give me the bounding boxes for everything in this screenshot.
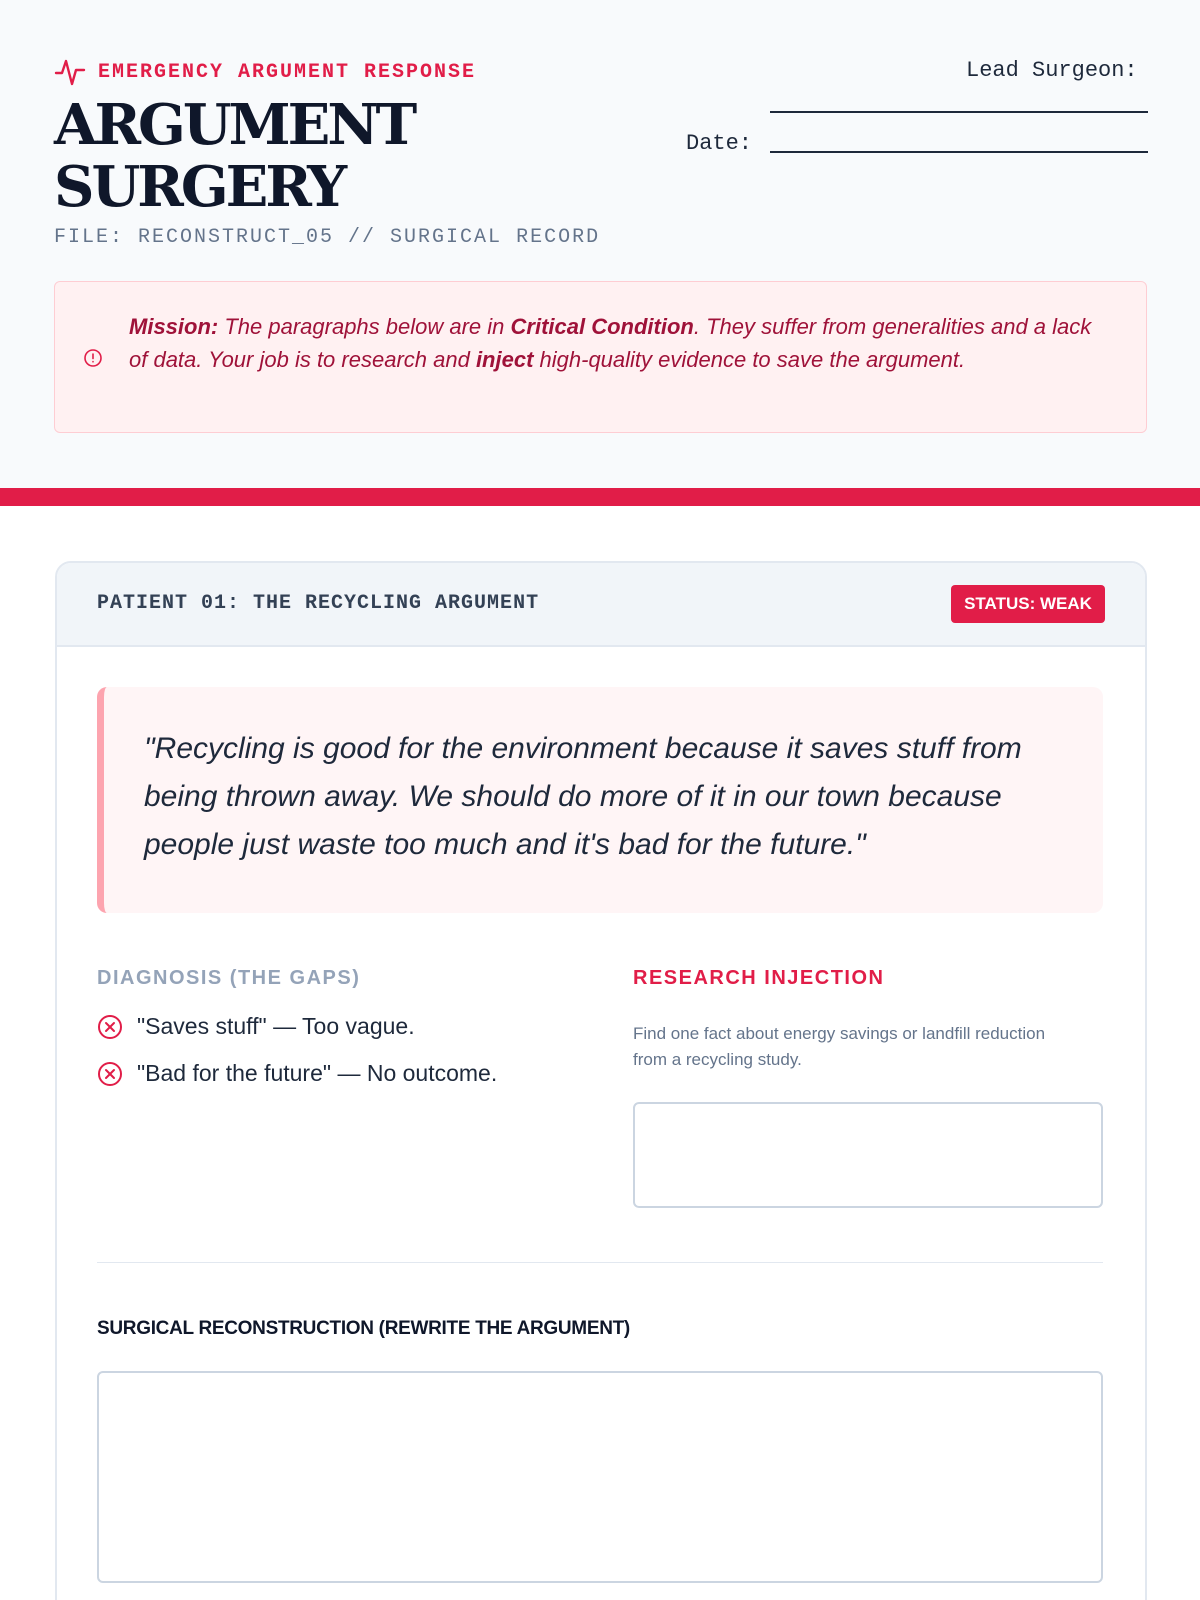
mission-label: Mission: bbox=[129, 314, 219, 339]
mission-text-3: high-quality evidence to save the argument. bbox=[533, 347, 966, 372]
diagnosis-item-text: "Saves stuff" — Too vague. bbox=[137, 1013, 415, 1039]
status-badge: STATUS: WEAK bbox=[951, 585, 1105, 623]
date-label: Date: bbox=[686, 131, 753, 156]
alert-circle-icon bbox=[83, 348, 103, 368]
research-heading: RESEARCH INJECTION bbox=[633, 967, 885, 989]
eyebrow-text: EMERGENCY ARGUMENT RESPONSE bbox=[98, 60, 477, 84]
patient-title: PATIENT 01: THE RECYCLING ARGUMENT bbox=[97, 592, 540, 615]
section-divider bbox=[97, 1262, 1103, 1263]
mission-text-1: The paragraphs below are in bbox=[218, 314, 511, 339]
eyebrow bbox=[54, 56, 476, 88]
reconstruction-input[interactable] bbox=[97, 1371, 1103, 1583]
pulse-icon bbox=[54, 56, 86, 88]
argument-quote bbox=[97, 687, 1103, 913]
mission-text-2: . They suffer from generalities and a lack of data. Your job is to research and bbox=[129, 314, 1092, 372]
diagnosis-item bbox=[97, 1013, 415, 1040]
argument-quote-text: "Recycling is good for the environment because it saves stuff from being thrown away. We should do more of it in our town because people just waste too much and it's bad for the future." bbox=[144, 732, 1022, 861]
patient-card-header bbox=[57, 563, 1145, 647]
reconstruction-heading: SURGICAL RECONSTRUCTION (REWRITE THE ARGUMENT) bbox=[97, 1318, 630, 1339]
x-circle-icon bbox=[97, 1014, 123, 1040]
page-title bbox=[54, 94, 614, 218]
lead-surgeon-field[interactable] bbox=[770, 111, 1148, 113]
title-line-1: ARGUMENT bbox=[54, 92, 415, 158]
research-description: Find one fact about energy savings or landfill reduction from a recycling study. bbox=[633, 1024, 1046, 1069]
lead-surgeon-label: Lead Surgeon: bbox=[966, 58, 1138, 83]
header-divider-bar bbox=[0, 488, 1200, 506]
diagnosis-item bbox=[97, 1060, 497, 1087]
mission-highlight-1: Critical Condition bbox=[510, 314, 694, 339]
mission-text bbox=[129, 310, 1109, 376]
diagnosis-heading: DIAGNOSIS (THE GAPS) bbox=[97, 967, 361, 989]
research-input[interactable] bbox=[633, 1102, 1103, 1208]
patient-card bbox=[55, 561, 1147, 1600]
mission-highlight-2: inject bbox=[475, 347, 534, 372]
header bbox=[0, 0, 1200, 488]
file-line: FILE: RECONSTRUCT_05 // SURGICAL RECORD bbox=[54, 226, 601, 249]
date-field[interactable] bbox=[770, 151, 1148, 153]
x-circle-icon bbox=[97, 1061, 123, 1087]
diagnosis-item-text: "Bad for the future" — No outcome. bbox=[137, 1060, 498, 1086]
mission-callout bbox=[54, 281, 1147, 433]
title-line-2: SURGERY bbox=[54, 154, 345, 220]
